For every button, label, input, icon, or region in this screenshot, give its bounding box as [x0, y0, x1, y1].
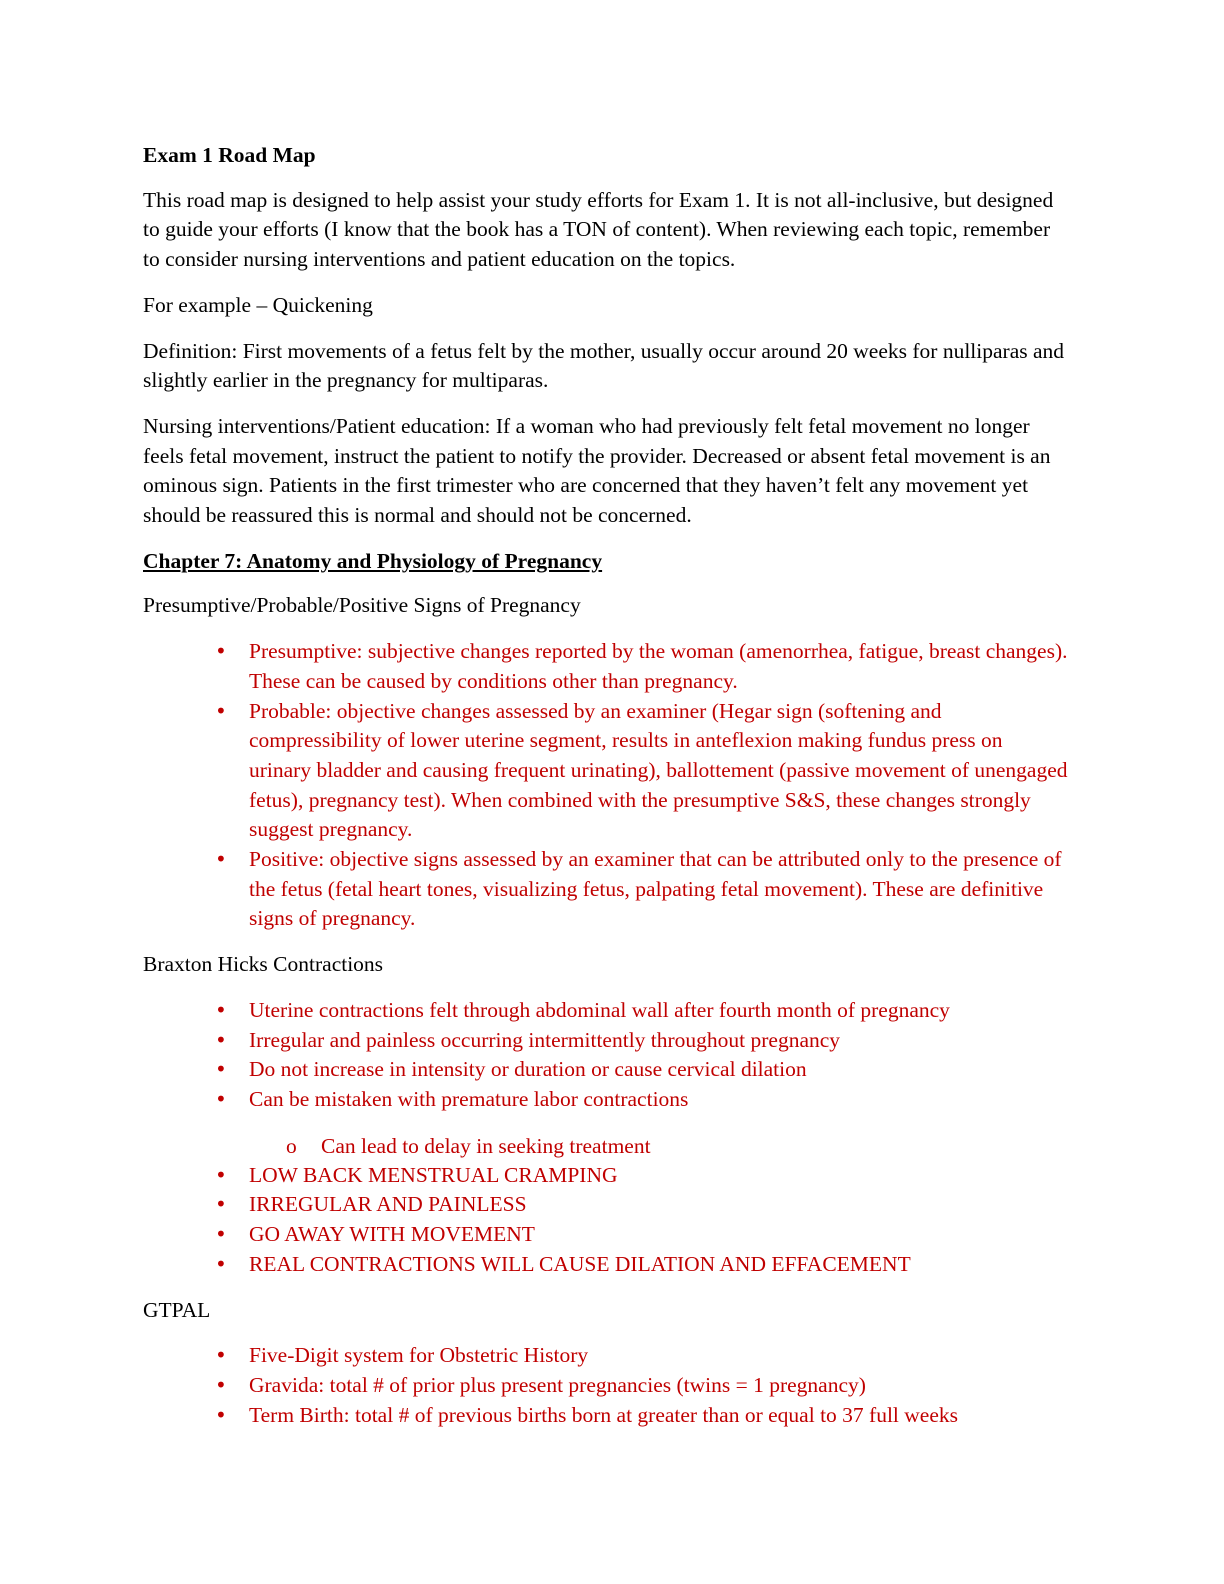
bullet-icon: • — [215, 1086, 227, 1111]
sub-list-item — [143, 1131, 1068, 1161]
bullet-icon: • — [215, 1222, 227, 1247]
chapter-heading: Chapter 7: Anatomy and Physiology of Pregnancy — [143, 548, 603, 573]
list-item — [143, 697, 1068, 846]
bullet-icon: • — [215, 1402, 227, 1427]
list-item — [143, 1371, 1068, 1401]
document-title: Exam 1 Road Map — [143, 143, 316, 167]
signs-heading: Presumptive/Probable/Positive Signs of Pregnancy — [143, 593, 581, 618]
list-item-text: Uterine contractions felt through abdominal wall after fourth month of pregnancy — [249, 997, 950, 1022]
list-item — [143, 1026, 1068, 1056]
nursing-paragraph: Nursing interventions/Patient education: If a woman who had previously felt fetal movement no longer feels fetal movement, instruct the patient to notify the provider. Decreased or absent fetal movement is an ominous sign. Patients in the first trimester who are concerned that they haven’t felt any movement yet should be reassured this is normal and should not be concerned. — [143, 413, 1051, 528]
bullet-icon: • — [215, 1343, 227, 1368]
gtpal-heading: GTPAL — [143, 1297, 211, 1322]
bullet-icon: • — [215, 1057, 227, 1082]
braxton-heading: Braxton Hicks Contractions — [143, 952, 384, 977]
list-item-text: Positive: objective signs assessed by an examiner that can be attributed only to the presence of the fetus (fetal heart tones, visualizing fetus, palpating fetal movement). These are definitive signs of pregnancy. — [249, 847, 1062, 931]
braxton-list-continued — [143, 1161, 1068, 1280]
definition-paragraph: Definition: First movements of a fetus felt by the mother, usually occur around 20 weeks for nulliparas and slightly earlier in the pregnancy for multiparas. — [143, 338, 1065, 393]
list-item-text: IRREGULAR AND PAINLESS — [249, 1192, 527, 1217]
list-item — [143, 1190, 1068, 1220]
gtpal-list — [143, 1341, 1068, 1430]
list-item-text: Presumptive: subjective changes reported by the woman (amenorrhea, fatigue, breast changes). These can be caused by conditions other than pregnancy. — [249, 639, 1068, 693]
list-item — [143, 1220, 1068, 1250]
list-item — [143, 996, 1068, 1026]
list-item — [143, 1250, 1068, 1280]
list-item-text: Gravida: total # of prior plus present pregnancies (twins = 1 pregnancy) — [249, 1372, 866, 1397]
list-item-text: LOW BACK MENSTRUAL CRAMPING — [249, 1162, 618, 1187]
bullet-icon: • — [215, 1162, 227, 1187]
intro-paragraph: This road map is designed to help assist your study efforts for Exam 1. It is not all-inclusive, but designed to guide your efforts (I know that the book has a TON of content). When reviewing each topic, remember to consider nursing interventions and patient education on the topics. — [143, 187, 1054, 272]
bullet-icon: • — [215, 698, 227, 723]
list-item-text: Can be mistaken with premature labor contractions — [249, 1086, 689, 1111]
signs-list — [143, 637, 1068, 934]
bullet-icon: • — [215, 1372, 227, 1397]
bullet-icon: • — [215, 997, 227, 1022]
list-item-text: Term Birth: total # of previous births born at greater than or equal to 37 full weeks — [249, 1402, 959, 1427]
list-item — [143, 1161, 1068, 1191]
bullet-icon: • — [215, 1251, 227, 1276]
list-item-text: REAL CONTRACTIONS WILL CAUSE DILATION AND EFFACEMENT — [249, 1251, 911, 1276]
document-page — [143, 141, 1068, 1446]
bullet-icon: • — [215, 1027, 227, 1052]
list-item-text: Five-Digit system for Obstetric History — [249, 1343, 589, 1368]
braxton-list — [143, 996, 1068, 1115]
list-item-text: Do not increase in intensity or duration or cause cervical dilation — [249, 1057, 807, 1082]
list-item-text: GO AWAY WITH MOVEMENT — [249, 1222, 535, 1247]
list-item — [143, 1055, 1068, 1085]
list-item — [143, 1085, 1068, 1115]
list-item-text: Probable: objective changes assessed by an examiner (Hegar sign (softening and compressibility of lower uterine segment, results in anteflexion making fundus press on urinary bladder and causing frequent urinating), ballottement (passive movement of unengaged fetus), pregnancy test). When combined with the presumptive S&S, these changes strongly suggest pregnancy. — [249, 698, 1068, 842]
braxton-sublist — [143, 1131, 1068, 1161]
bullet-icon: • — [215, 1192, 227, 1217]
sub-bullet-icon: o — [286, 1133, 297, 1158]
bullet-icon: • — [215, 847, 227, 872]
list-item — [143, 1341, 1068, 1371]
bullet-icon: • — [215, 639, 227, 664]
list-item-text: Irregular and painless occurring intermittently throughout pregnancy — [249, 1027, 841, 1052]
example-heading: For example – Quickening — [143, 292, 373, 317]
list-item — [143, 845, 1068, 934]
list-item — [143, 637, 1068, 696]
sub-list-item-text: Can lead to delay in seeking treatment — [321, 1133, 651, 1158]
list-item — [143, 1401, 1068, 1431]
